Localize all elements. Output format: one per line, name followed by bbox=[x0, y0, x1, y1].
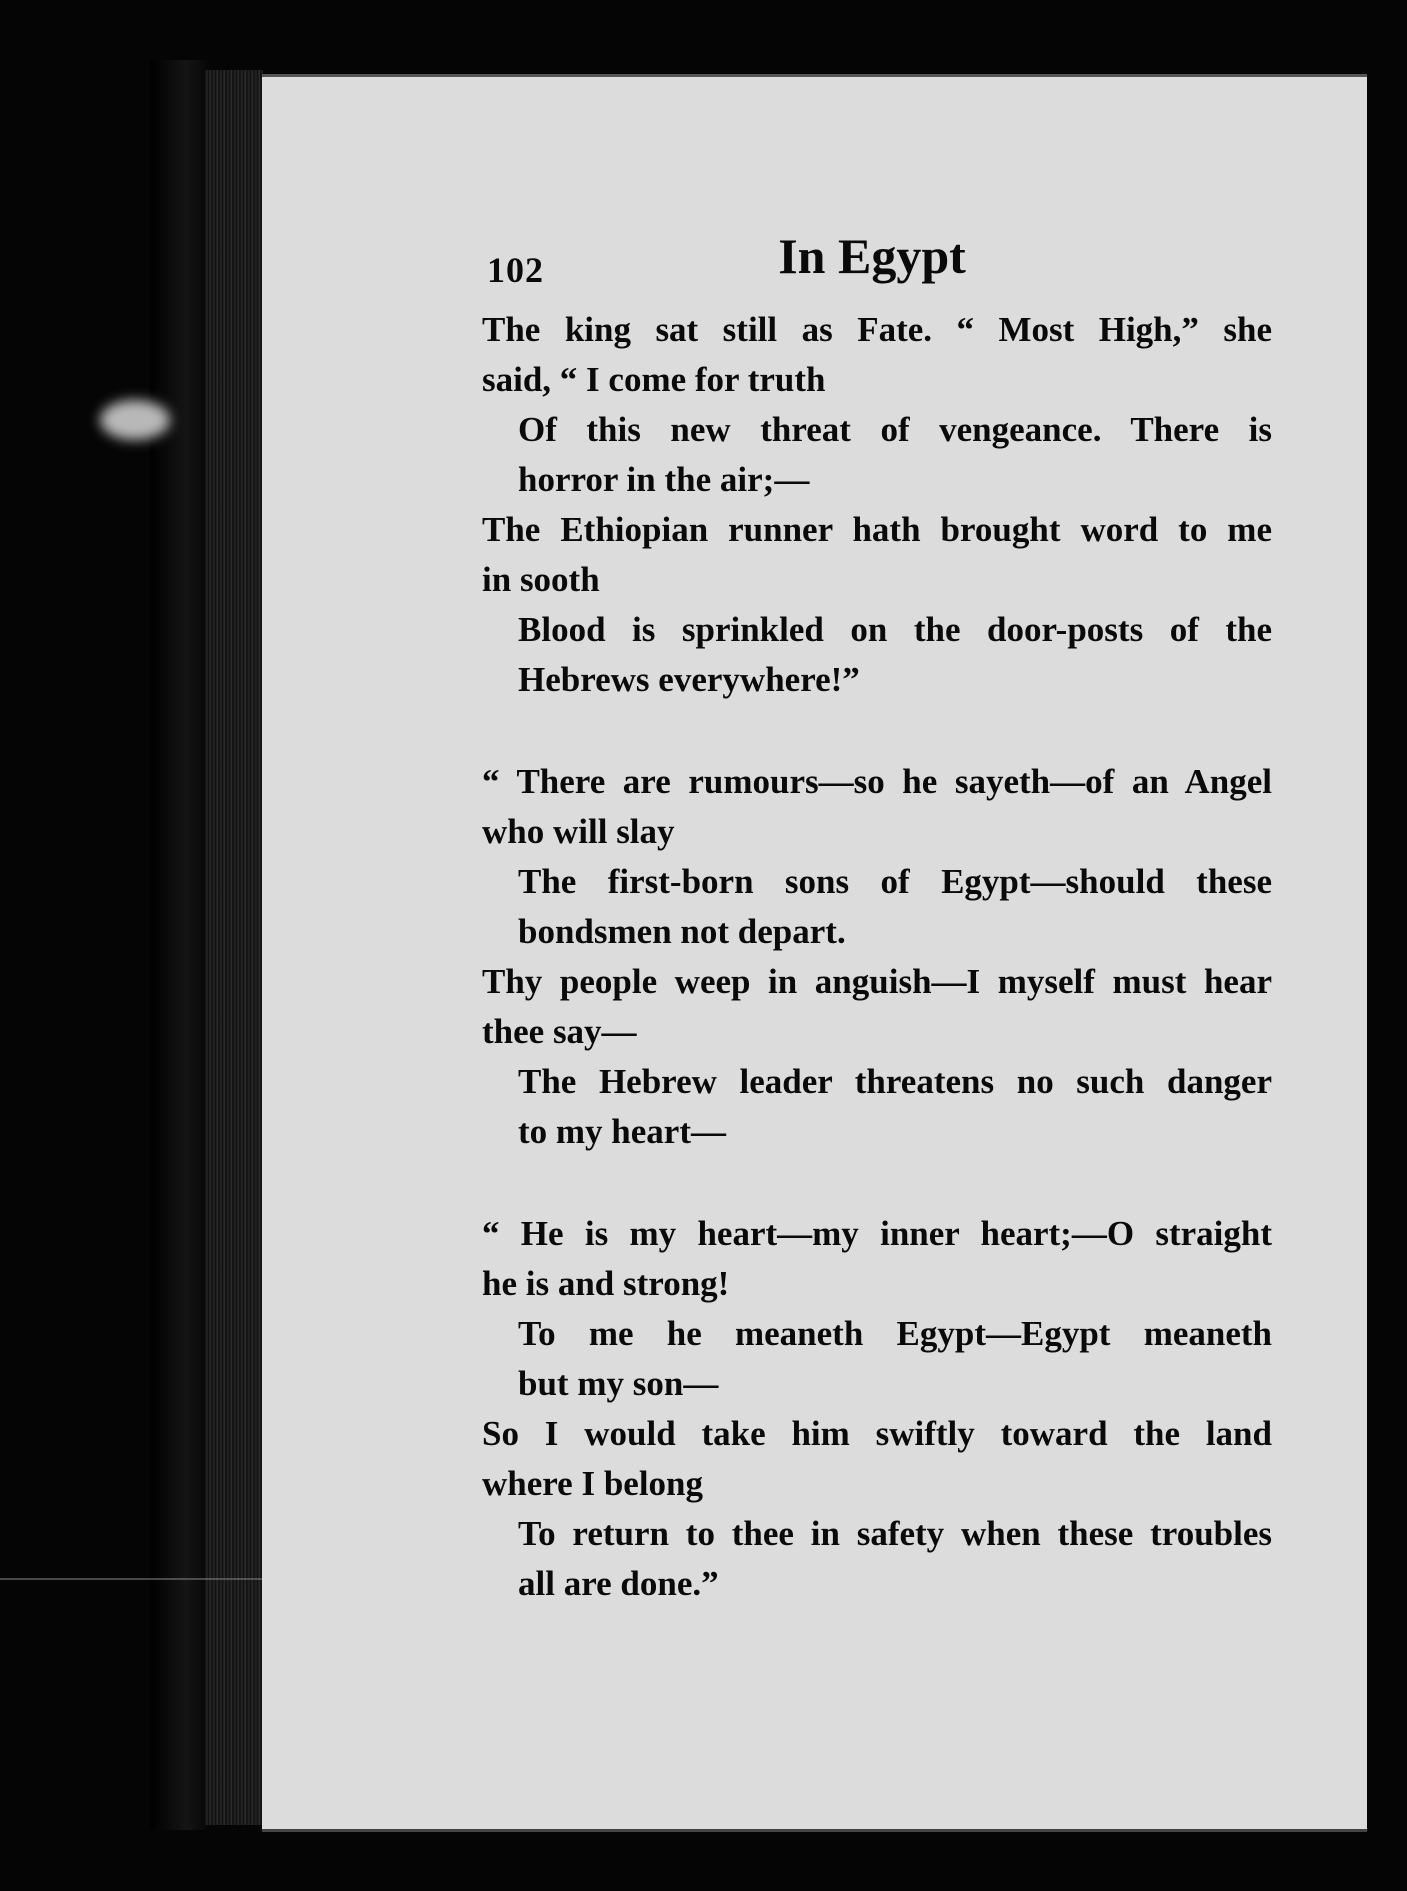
book-spine-shadow bbox=[150, 60, 210, 1830]
poem-line-text: The Hebrew leader threatens no such danger bbox=[518, 1062, 1272, 1101]
poem-line bbox=[518, 1309, 1272, 1409]
poem-line-text: The Ethiopian runner hath brought word to me bbox=[482, 510, 1272, 549]
poem-line-text: Of this new threat of vengeance. There is bbox=[518, 410, 1272, 449]
poem-line bbox=[482, 505, 1272, 605]
poem-line-continuation: in sooth bbox=[482, 560, 600, 599]
page-header bbox=[487, 227, 1257, 307]
poem-line-text: “ He is my heart—my inner heart;—O straight bbox=[482, 1214, 1272, 1253]
poem-line-text: So I would take him swiftly toward the land bbox=[482, 1414, 1272, 1453]
stanza bbox=[482, 1209, 1272, 1609]
poem-line-continuation: who will slay bbox=[482, 812, 675, 851]
poem-line bbox=[482, 305, 1272, 405]
poem-line-text: “ There are rumours—so he sayeth—of an Angel bbox=[482, 762, 1272, 801]
light-glare bbox=[100, 400, 170, 440]
poem-line-continuation: all are done.” bbox=[518, 1564, 719, 1603]
poem-line bbox=[518, 405, 1272, 505]
poem-line bbox=[518, 1057, 1272, 1157]
poem-line bbox=[482, 1209, 1272, 1309]
poem-line-continuation: horror in the air;— bbox=[518, 460, 810, 499]
poem-line-text: The king sat still as Fate. “ Most High,” she bbox=[482, 310, 1272, 349]
poem-body bbox=[482, 305, 1272, 1661]
poem-line bbox=[482, 757, 1272, 857]
poem-line bbox=[518, 1509, 1272, 1609]
poem-line-text: Thy people weep in anguish—I myself must hear bbox=[482, 962, 1272, 1001]
page-edges bbox=[205, 70, 263, 1825]
poem-line-text: The first-born sons of Egypt—should these bbox=[518, 862, 1272, 901]
printed-page bbox=[262, 74, 1367, 1832]
running-title: In Egypt bbox=[778, 228, 966, 284]
stanza bbox=[482, 757, 1272, 1157]
poem-line bbox=[518, 605, 1272, 705]
poem-line-text: Blood is sprinkled on the door-posts of the bbox=[518, 610, 1272, 649]
poem-line-continuation: Hebrews everywhere!” bbox=[518, 660, 860, 699]
poem-line-continuation: said, “ I come for truth bbox=[482, 360, 826, 399]
poem-line bbox=[482, 957, 1272, 1057]
poem-line-continuation: thee say— bbox=[482, 1012, 637, 1051]
poem-line-continuation: but my son— bbox=[518, 1364, 719, 1403]
poem-line-text: To return to thee in safety when these troubles bbox=[518, 1514, 1272, 1553]
page-number: 102 bbox=[487, 250, 544, 290]
scan-artifact-line bbox=[0, 1578, 270, 1580]
stanza bbox=[482, 305, 1272, 705]
poem-line-continuation: bondsmen not depart. bbox=[518, 912, 846, 951]
poem-line-continuation: where I belong bbox=[482, 1464, 704, 1503]
poem-line bbox=[482, 1409, 1272, 1509]
poem-line bbox=[518, 857, 1272, 957]
poem-line-text: To me he meaneth Egypt—Egypt meaneth bbox=[518, 1314, 1272, 1353]
poem-line-continuation: he is and strong! bbox=[482, 1264, 730, 1303]
poem-line-continuation: to my heart— bbox=[518, 1112, 727, 1151]
